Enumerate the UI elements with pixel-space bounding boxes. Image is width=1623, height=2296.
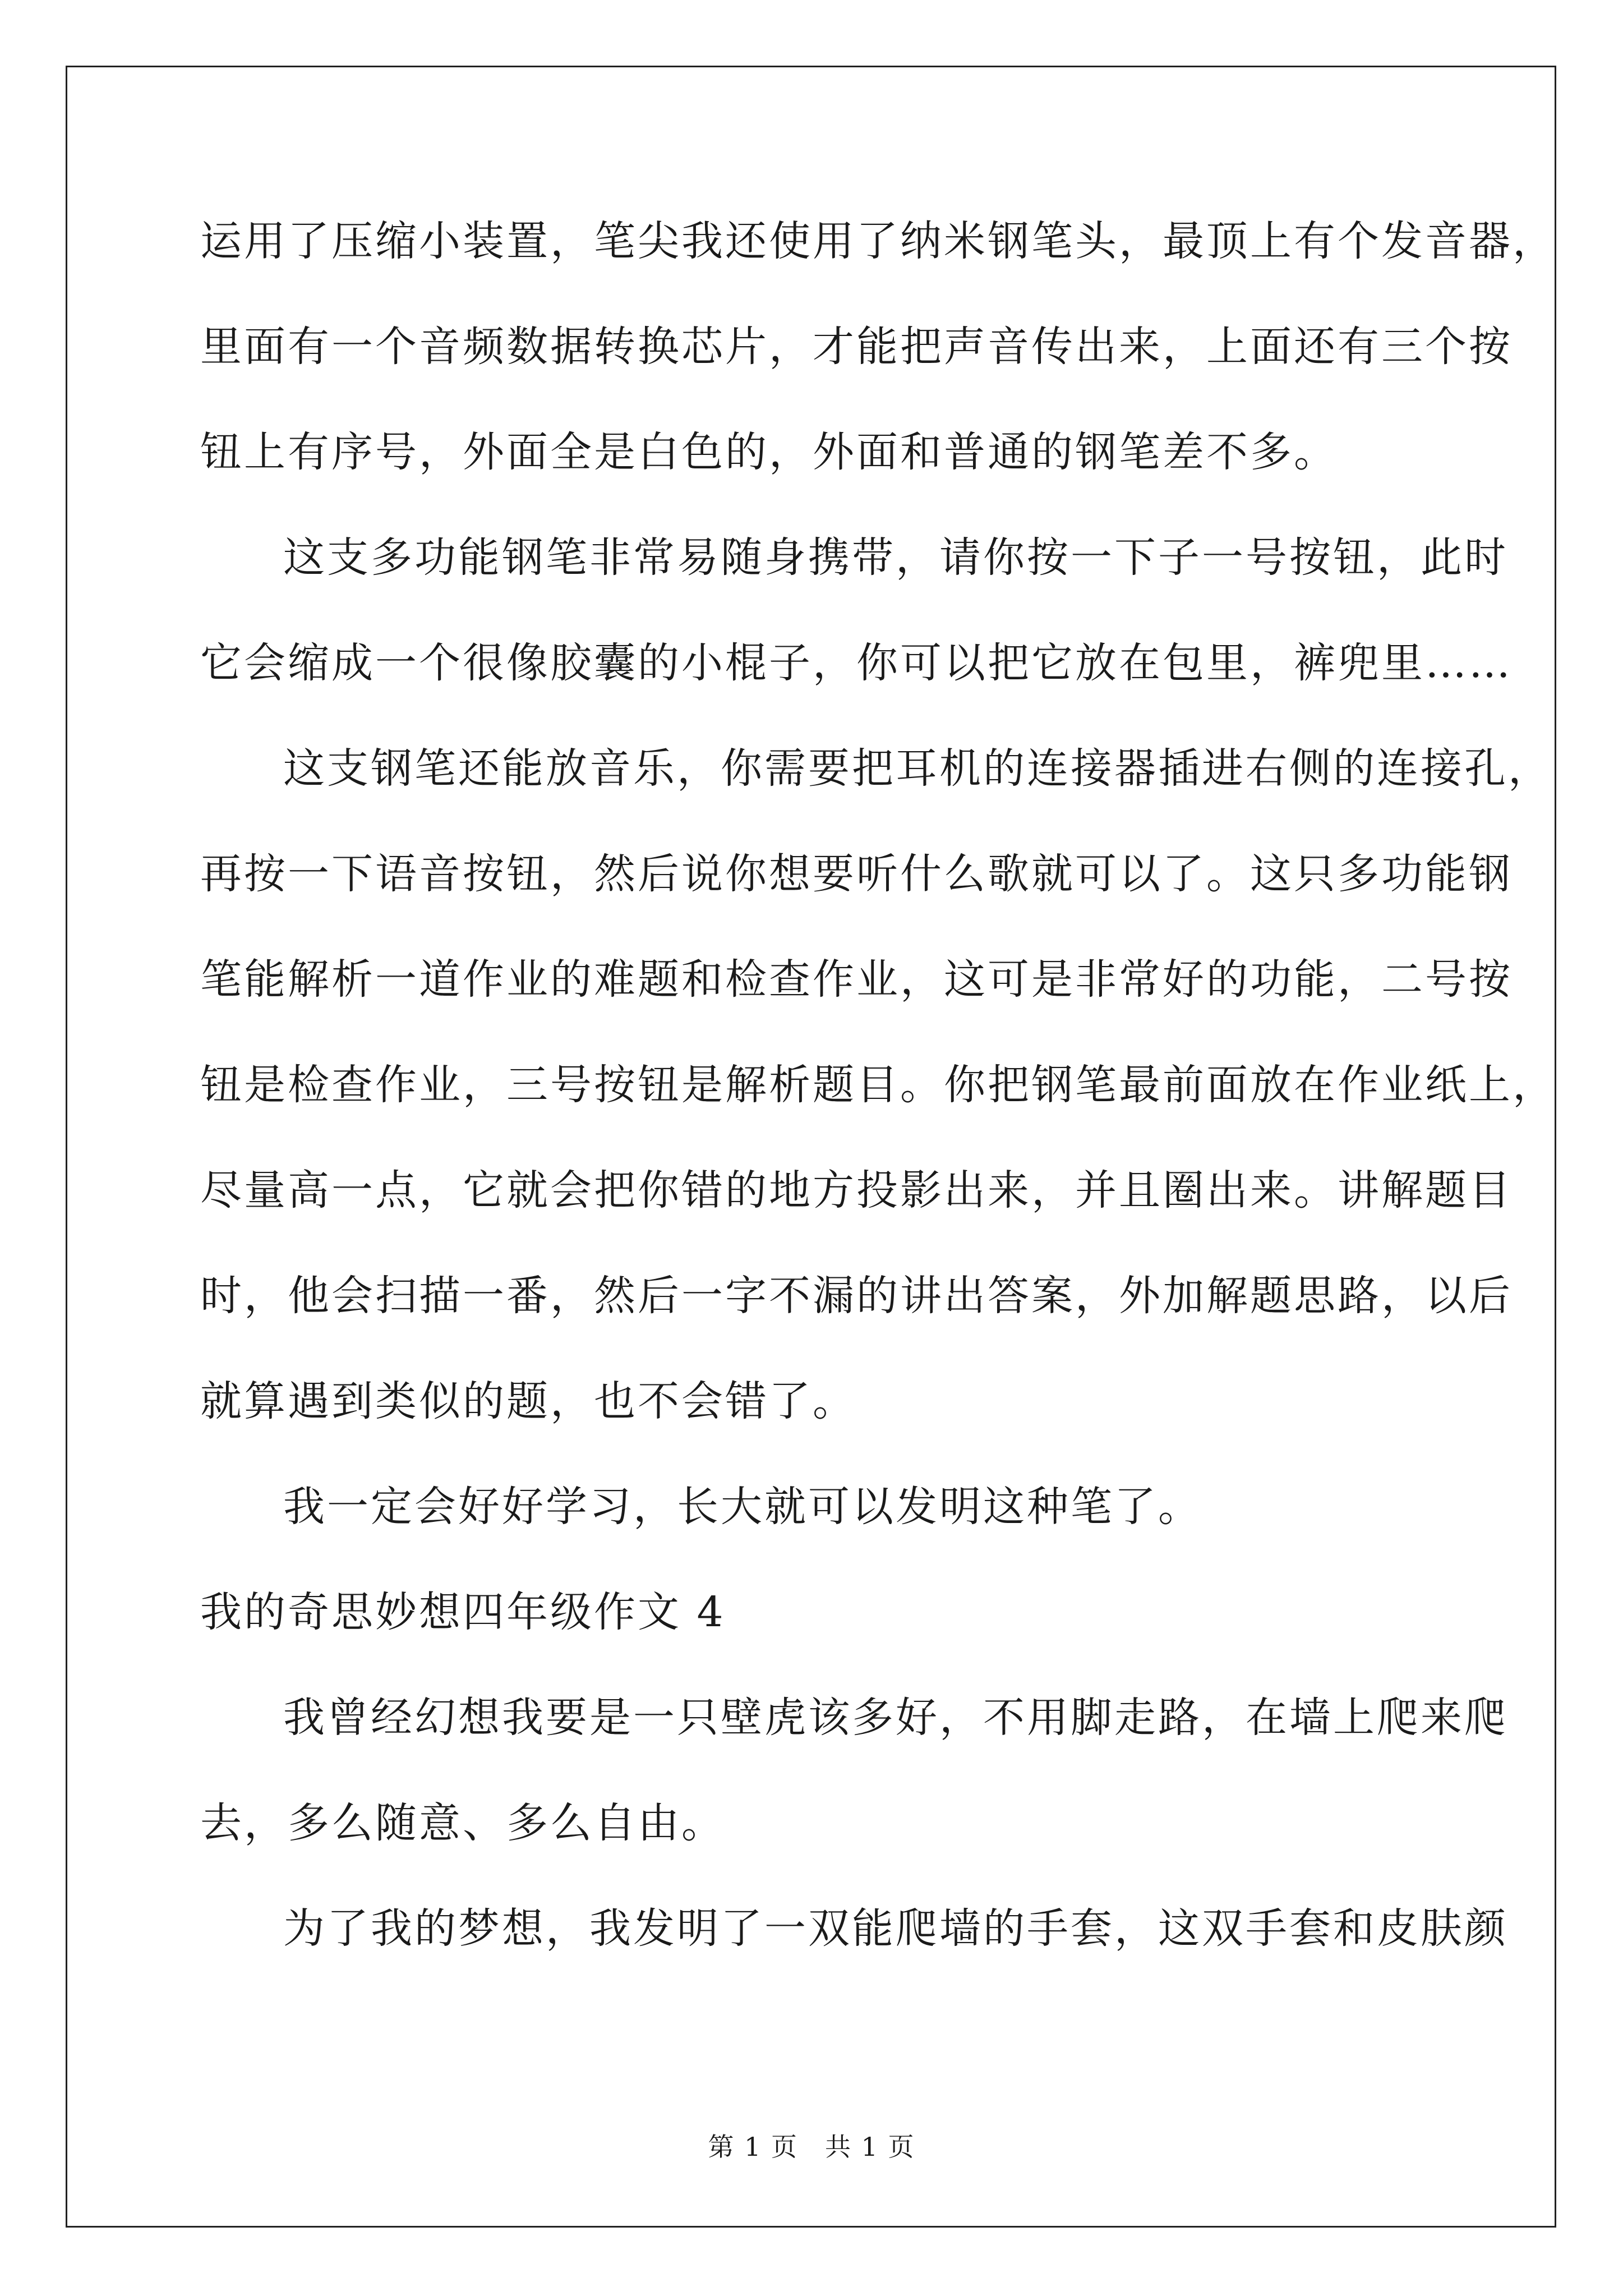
text-line: 再按一下语音按钮，然后说你想要听什么歌就可以了。这只多功能钢 (200, 850, 1513, 898)
text-line: 它会缩成一个很像胶囊的小棍子，你可以把它放在包里，裤兜里…… (200, 639, 1513, 687)
text-line: 钮是检查作业，三号按钮是解析题目。你把钢笔最前面放在作业纸上， (200, 1061, 1556, 1109)
text-line: 笔能解析一道作业的难题和检查作业，这可是非常好的功能，二号按 (200, 955, 1513, 1004)
paragraph-first-line: 为了我的梦想，我发明了一双能爬墙的手套，这双手套和皮肤颜 (283, 1904, 1508, 1953)
paragraph-first-line: 我一定会好好学习，长大就可以发明这种笔了。 (283, 1483, 1202, 1531)
text-line: 时，他会扫描一番，然后一字不漏的讲出答案，外加解题思路，以后 (200, 1272, 1513, 1320)
paragraph-first-line: 我曾经幻想我要是一只壁虎该多好，不用脚走路，在墙上爬来爬 (283, 1694, 1508, 1742)
text-line: 运用了压缩小装置，笔尖我还使用了纳米钢笔头，最顶上有个发音器， (200, 217, 1556, 265)
text-line: 里面有一个音频数据转换芯片，才能把声音传出来，上面还有三个按 (200, 323, 1513, 371)
text-line: 去，多么随意、多么自由。 (200, 1799, 725, 1847)
paragraph-first-line: 这支钢笔还能放音乐，你需要把耳机的连接器插进右侧的连接孔， (283, 744, 1552, 793)
page-number-footer: 第 1 页 共 1 页 (708, 2132, 915, 2162)
text-line: 就算遇到类似的题，也不会错了。 (200, 1377, 856, 1425)
text-line: 尽量高一点，它就会把你错的地方投影出来，并且圈出来。讲解题目 (200, 1166, 1513, 1214)
section-heading: 我的奇思妙想四年级作文 4 (200, 1588, 726, 1636)
paragraph-first-line: 这支多功能钢笔非常易随身携带，请你按一下子一号按钮，此时 (283, 533, 1508, 582)
text-line: 钮上有序号，外面全是白色的，外面和普通的钢笔差不多。 (200, 428, 1338, 476)
